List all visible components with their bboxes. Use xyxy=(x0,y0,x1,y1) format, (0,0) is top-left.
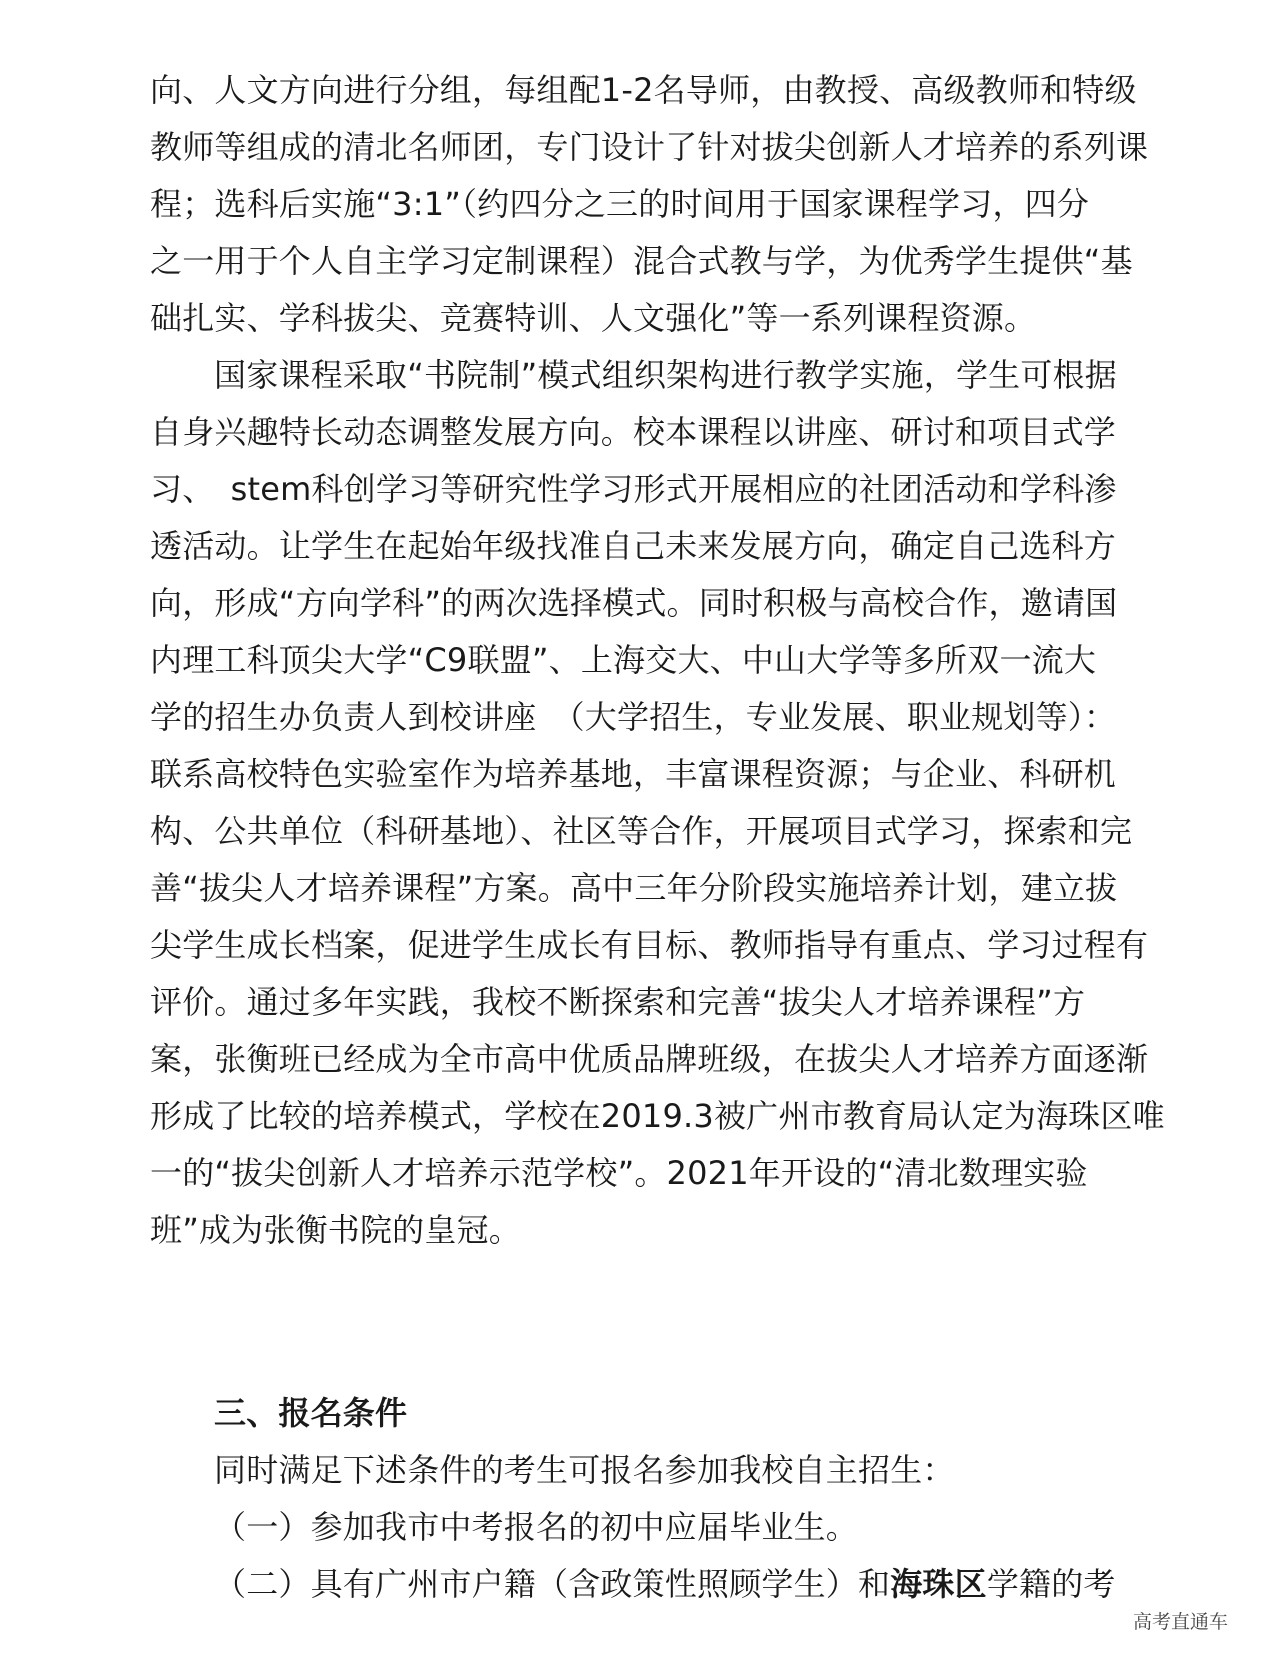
condition-item-2-prefix: （二）具有广州市户籍（含政策性照顾学生）和 xyxy=(214,1565,891,1603)
text-line: 之一用于个人自主学习定制课程）混合式教与学，为优秀学生提供“基 xyxy=(150,242,1133,280)
text-line: 教师等组成的清北名师团，专门设计了针对拔尖创新人才培养的系列课 xyxy=(150,128,1149,166)
text-line: 向，形成“方向学科”的两次选择模式。同时积极与高校合作，邀请国 xyxy=(150,584,1118,622)
text-line: 学的招生办负责人到校讲座 （大学招生，专业发展、职业规划等）： xyxy=(150,698,1117,736)
text-line: 程；选科后实施“3:1”（约四分之三的时间用于国家课程学习，四分 xyxy=(150,185,1090,223)
text-line: 尖学生成长档案，促进学生成长有目标、教师指导有重点、学习过程有 xyxy=(150,926,1149,964)
text-line: 习、 stem科创学习等研究性学习形式开展相应的社团活动和学科渗 xyxy=(150,470,1117,508)
watermark-text: 高考直通车 xyxy=(1132,1611,1228,1633)
text-line: 形成了比较的培养模式，学校在2019.3被广州市教育局认定为海珠区唯 xyxy=(150,1097,1165,1135)
section-3 xyxy=(150,1385,1140,1613)
condition-item-2-bold: 海珠区 xyxy=(890,1565,987,1603)
condition-item-2-suffix: 学籍的考 xyxy=(986,1565,1116,1603)
text-line: 内理工科顶尖大学“C9联盟”、上海交大、中山大学等多所双一流大 xyxy=(150,641,1097,679)
text-line: 向、人文方向进行分组，每组配1-2名导师，由教授、高级教师和特级 xyxy=(150,71,1137,109)
text-line: 评价。通过多年实践，我校不断探索和完善“拔尖人才培养课程”方 xyxy=(150,983,1086,1021)
paragraph-2 xyxy=(150,347,1165,1259)
condition-item-2 xyxy=(150,1556,1140,1613)
text-line: 构、公共单位（科研基地）、社区等合作，开展项目式学习，探索和完 xyxy=(150,812,1133,850)
text-line: 善“拔尖人才培养课程”方案。高中三年分阶段实施培养计划，建立拔 xyxy=(150,869,1118,907)
text-line: 础扎实、学科拔尖、竞赛特训、人文强化”等一系列课程资源。 xyxy=(150,299,1037,337)
section-spacer xyxy=(150,1259,1140,1377)
text-line: 国家课程采取“书院制”模式组织架构进行教学实施，学生可根据 xyxy=(214,356,1117,394)
section-intro: 同时满足下述条件的考生可报名参加我校自主招生： xyxy=(214,1451,955,1489)
text-line: 一的“拔尖创新人才培养示范学校”。2021年开设的“清北数理实验 xyxy=(150,1154,1088,1192)
document-page xyxy=(150,62,1165,1613)
text-line: 联系高校特色实验室作为培养基地，丰富课程资源；与企业、科研机 xyxy=(150,755,1117,793)
text-line: 自身兴趣特长动态调整发展方向。校本课程以讲座、研讨和项目式学 xyxy=(150,413,1117,451)
text-line: 案，张衡班已经成为全市高中优质品牌班级，在拔尖人才培养方面逐渐 xyxy=(150,1040,1149,1078)
section-heading: 三、报名条件 xyxy=(214,1394,408,1432)
text-line: 班”成为张衡书院的皇冠。 xyxy=(150,1211,521,1249)
paragraph-1 xyxy=(150,62,1149,347)
text-line: 透活动。让学生在起始年级找准自己未来发展方向，确定自己选科方 xyxy=(150,527,1117,565)
condition-item-1: （一）参加我市中考报名的初中应届毕业生。 xyxy=(214,1508,859,1546)
